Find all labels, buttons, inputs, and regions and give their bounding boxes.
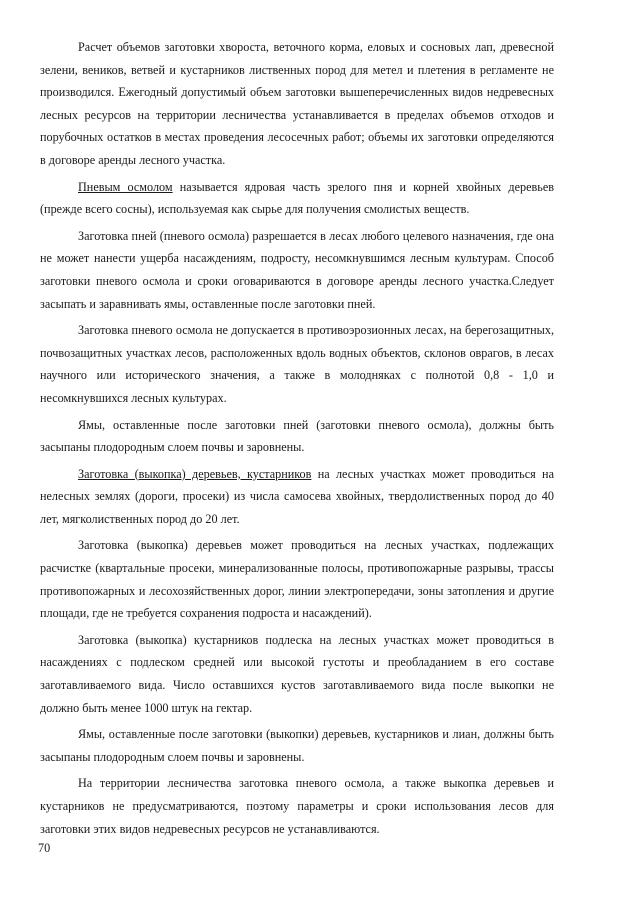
- tree-digging-text: на лесных участках может проводиться на нелесных землях (дороги, просеки) из числа самосева хвойных, твердолиственных пород до 40 лет, мягколиственных пород до 20 лет.: [40, 466, 554, 526]
- paragraph-pits-after-digging: Ямы, оставленные после заготовки (выкопки) деревьев, кустарников и лиан, должны быть засыпаны плодородным слоем почвы и заровнены.: [40, 727, 554, 764]
- paragraph-stump-harvest-permission: Заготовка пней (пневого осмола) разрешается в лесах любого целевого назначения, где она не может нанести ущерба насаждениям, подросту, несомкнувшимся лесным культурам. Способ заготовки пневого осмола и сроки оговариваются в договоре аренды лесного участка.Следует засыпать и заравнивать ямы, оставленные после заготовки пней.: [40, 228, 554, 311]
- definition-text: называется ядровая часть зрелого пня и корней хвойных деревьев (прежде всего сосны), используемая как сырье для получения смолистых веществ.: [40, 179, 554, 217]
- paragraph-pits-filling: Ямы, оставленные после заготовки пней (заготовки пневого осмола), должны быть засыпаны плодородным слоем почвы и заровнены.: [40, 417, 554, 455]
- page-number: 70: [38, 841, 51, 855]
- paragraph-stump-resin-definition: [40, 176, 554, 221]
- paragraph-tree-digging: [40, 463, 554, 531]
- paragraph-stump-harvest-restrictions: Заготовка пневого осмола не допускается в противоэрозионных лесах, на берегозащитных, почвозащитных участках лесов, расположенных вдоль водных объектов, склонов оврагов, в лесах научного или исторического значения, а также в молодняках с полнотой 0,8 - 1,0 и несомкнувшихся лесных культурах.: [40, 323, 554, 405]
- term-stump-resin: Пневым осмолом: [78, 179, 173, 194]
- paragraph-tree-digging-areas: Заготовка (выкопка) деревьев может проводиться на лесных участках, подлежащих расчистке (квартальные просеки, минерализованные полосы, противопожарные разрывы, трассы противопожарных и лесохозяйственных дорог, линии электропередачи, зоны затопления и другие площади, где не требуется сохранения подроста и насаждений).: [40, 538, 554, 621]
- term-tree-digging: Заготовка (выкопка) деревьев, кустарников: [78, 466, 312, 481]
- document-body: [40, 36, 554, 840]
- paragraph-shrub-digging: Заготовка (выкопка) кустарников подлеска на лесных участках может проводиться в насаждениях с подлеском средней или высокой густоты и преобладанием в его составе заготавливаемого вида. Число оставшихся кустов заготавливаемого вида после выкопки не должно быть менее 1000 штук на гектар.: [40, 632, 554, 715]
- paragraph-harvest-volumes: Расчет объемов заготовки хвороста, веточного корма, еловых и сосновых лап, древесной зелени, веников, ветвей и кустарников лиственных пород для метел и плетения в регламенте не производился. Ежегодный допустимый объем заготовки вышеперечисленных видов недревесных лесных ресурсов на территории лесничества устанавливается в пределах объемов отходов и порубочных остатков в местах проведения лесосечных работ; объемы их заготовки определяются в договоре аренды лесного участка.: [40, 40, 554, 167]
- paragraph-not-provided: На территории лесничества заготовка пневого осмола, а также выкопка деревьев и кустарников не предусматриваются, поэтому параметры и сроки использования лесов для заготовки этих видов недревесных ресурсов не устанавливаются.: [40, 776, 554, 836]
